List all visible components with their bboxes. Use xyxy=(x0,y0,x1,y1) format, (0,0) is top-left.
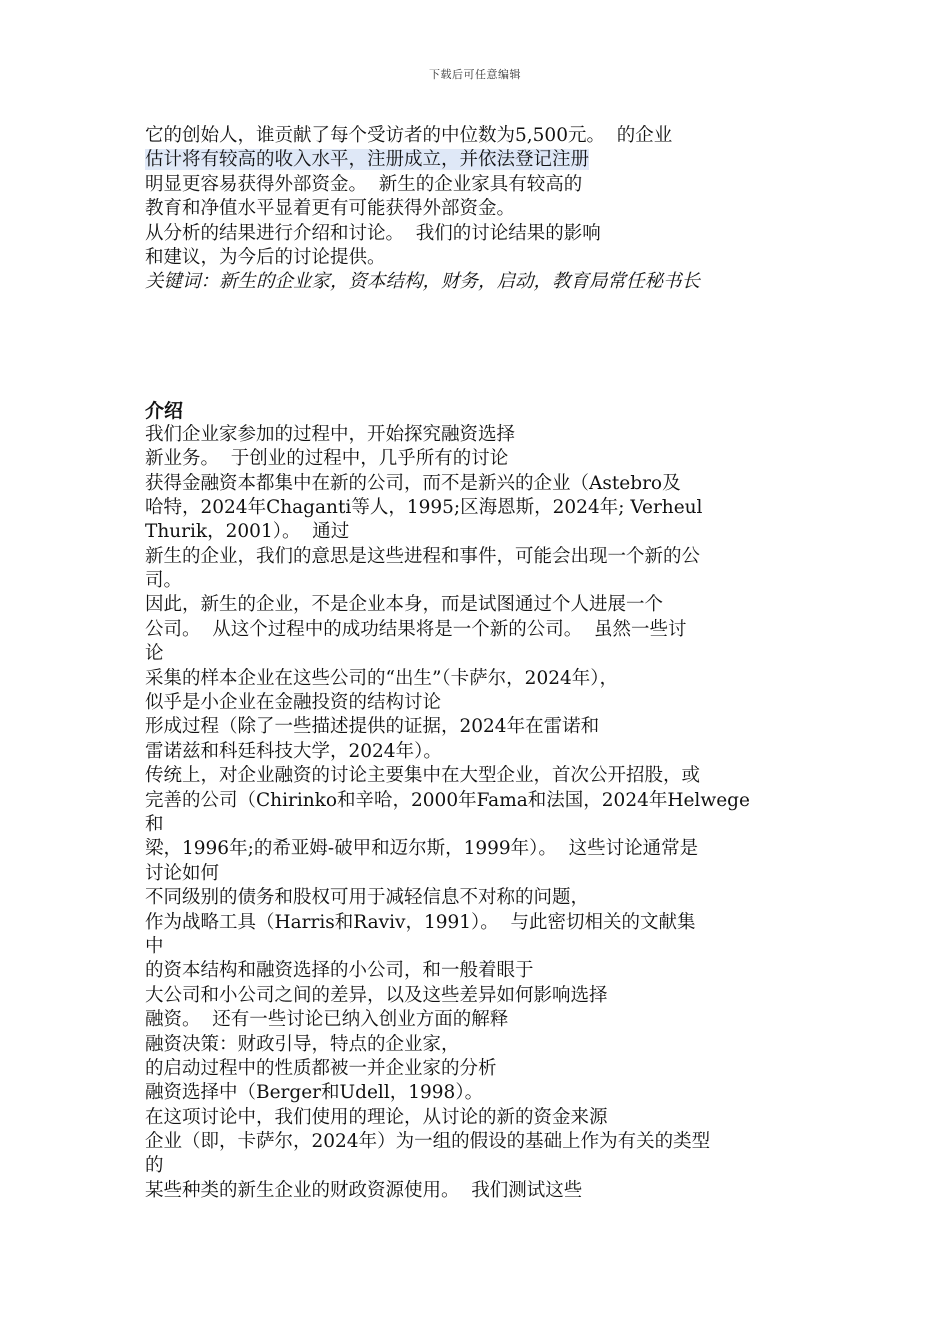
section-heading: 介绍 xyxy=(145,399,184,422)
abstract-line: 和建议，为今后的讨论提供。 xyxy=(145,246,386,268)
abstract-line: 从分析的结果进行介绍和讨论。 我们的讨论结果的影响 xyxy=(145,222,601,244)
body-line: 完善的公司（Chirinko和辛哈，2000年Fama和法国，2024年Helwege xyxy=(145,789,750,811)
body-line: 雷诺兹和科廷科技大学，2024年）。 xyxy=(145,740,442,762)
body-line: 论 xyxy=(145,643,164,665)
header-note: 下载后可任意编辑 xyxy=(429,68,521,81)
body-line: 大公司和小公司之间的差异，以及这些差异如何影响选择 xyxy=(145,984,608,1006)
body-line: 我们企业家参加的过程中，开始探究融资选择 xyxy=(145,423,516,445)
body-line: 融资。 还有一些讨论已纳入创业方面的解释 xyxy=(145,1009,509,1031)
abstract-line-highlighted xyxy=(145,148,815,172)
abstract-line: 教育和净值水平显着更有可能获得外部资金。 xyxy=(145,198,516,220)
body-line: 司。 xyxy=(145,570,183,592)
body-line: Thurik，2001）。 通过 xyxy=(145,521,350,543)
body-line: 的启动过程中的性质都被一并企业家的分析 xyxy=(145,1057,497,1079)
body-line: 采集的样本企业在这些公司的“出生”（卡萨尔，2024年）， xyxy=(145,667,618,689)
body-line: 形成过程（除了一些描述提供的证据，2024年在雷诺和 xyxy=(145,716,600,738)
body-line: 哈特，2024年Chaganti等人，1995;区海恩斯，2024年; Verheul xyxy=(145,496,703,518)
body-line: 作为战略工具（Harris和Raviv，1991）。 与此密切相关的文献集 xyxy=(145,911,696,933)
body-line: 在这项讨论中，我们使用的理论，从讨论的新的资金来源 xyxy=(145,1106,608,1128)
body-line: 不同级别的债务和股权可用于减轻信息不对称的问题， xyxy=(145,887,590,909)
body-line: 融资决策：财政引导，特点的企业家， xyxy=(145,1033,460,1055)
body-line: 中 xyxy=(145,935,164,957)
abstract-line: 明显更容易获得外部资金。 新生的企业家具有较高的 xyxy=(145,173,583,195)
body-line: 的 xyxy=(145,1155,164,1177)
body-line: 似乎是小企业在金融投资的结构讨论 xyxy=(145,692,442,714)
abstract-line: 它的创始人，谁贡献了每个受访者的中位数为5,500元。 的企业 xyxy=(145,125,673,146)
body-line: 融资选择中（Berger和Udell，1998）。 xyxy=(145,1082,484,1104)
spacer xyxy=(145,295,815,399)
body-line: 梁，1996年;的希亚姆-破甲和迈尔斯，1999年）。 这些讨论通常是 xyxy=(145,838,699,860)
body-line: 获得金融资本都集中在新的公司，而不是新兴的企业（Astebro及 xyxy=(145,472,681,494)
body-line: 公司。 从这个过程中的成功结果将是一个新的公司。 虽然一些讨 xyxy=(145,618,687,640)
body-line: 传统上，对企业融资的讨论主要集中在大型企业，首次公开招股，或 xyxy=(145,765,701,787)
document-content xyxy=(145,124,815,1203)
keywords-line: 关键词：新生的企业家，资本结构，财务，启动，教育局常任秘书长 xyxy=(145,271,701,293)
body-line: 某些种类的新生企业的财政资源使用。 我们测试这些 xyxy=(145,1179,583,1201)
body-line: 讨论如何 xyxy=(145,862,220,884)
text-highlight: 估计将有较高的收入水平，注册成立，并依法登记注册 xyxy=(145,149,590,171)
body-line: 新业务。 于创业的过程中，几乎所有的讨论 xyxy=(145,448,509,470)
body-line: 企业（即，卡萨尔，2024年）为一组的假设的基础上作为有关的类型 xyxy=(145,1131,711,1153)
body-line: 因此，新生的企业，不是企业本身，而是试图通过个人进展一个 xyxy=(145,594,664,616)
body-line: 和 xyxy=(145,813,164,835)
body-line: 的资本结构和融资选择的小公司，和一般着眼于 xyxy=(145,960,534,982)
body-line: 新生的企业，我们的意思是这些进程和事件，可能会出现一个新的公 xyxy=(145,545,701,567)
